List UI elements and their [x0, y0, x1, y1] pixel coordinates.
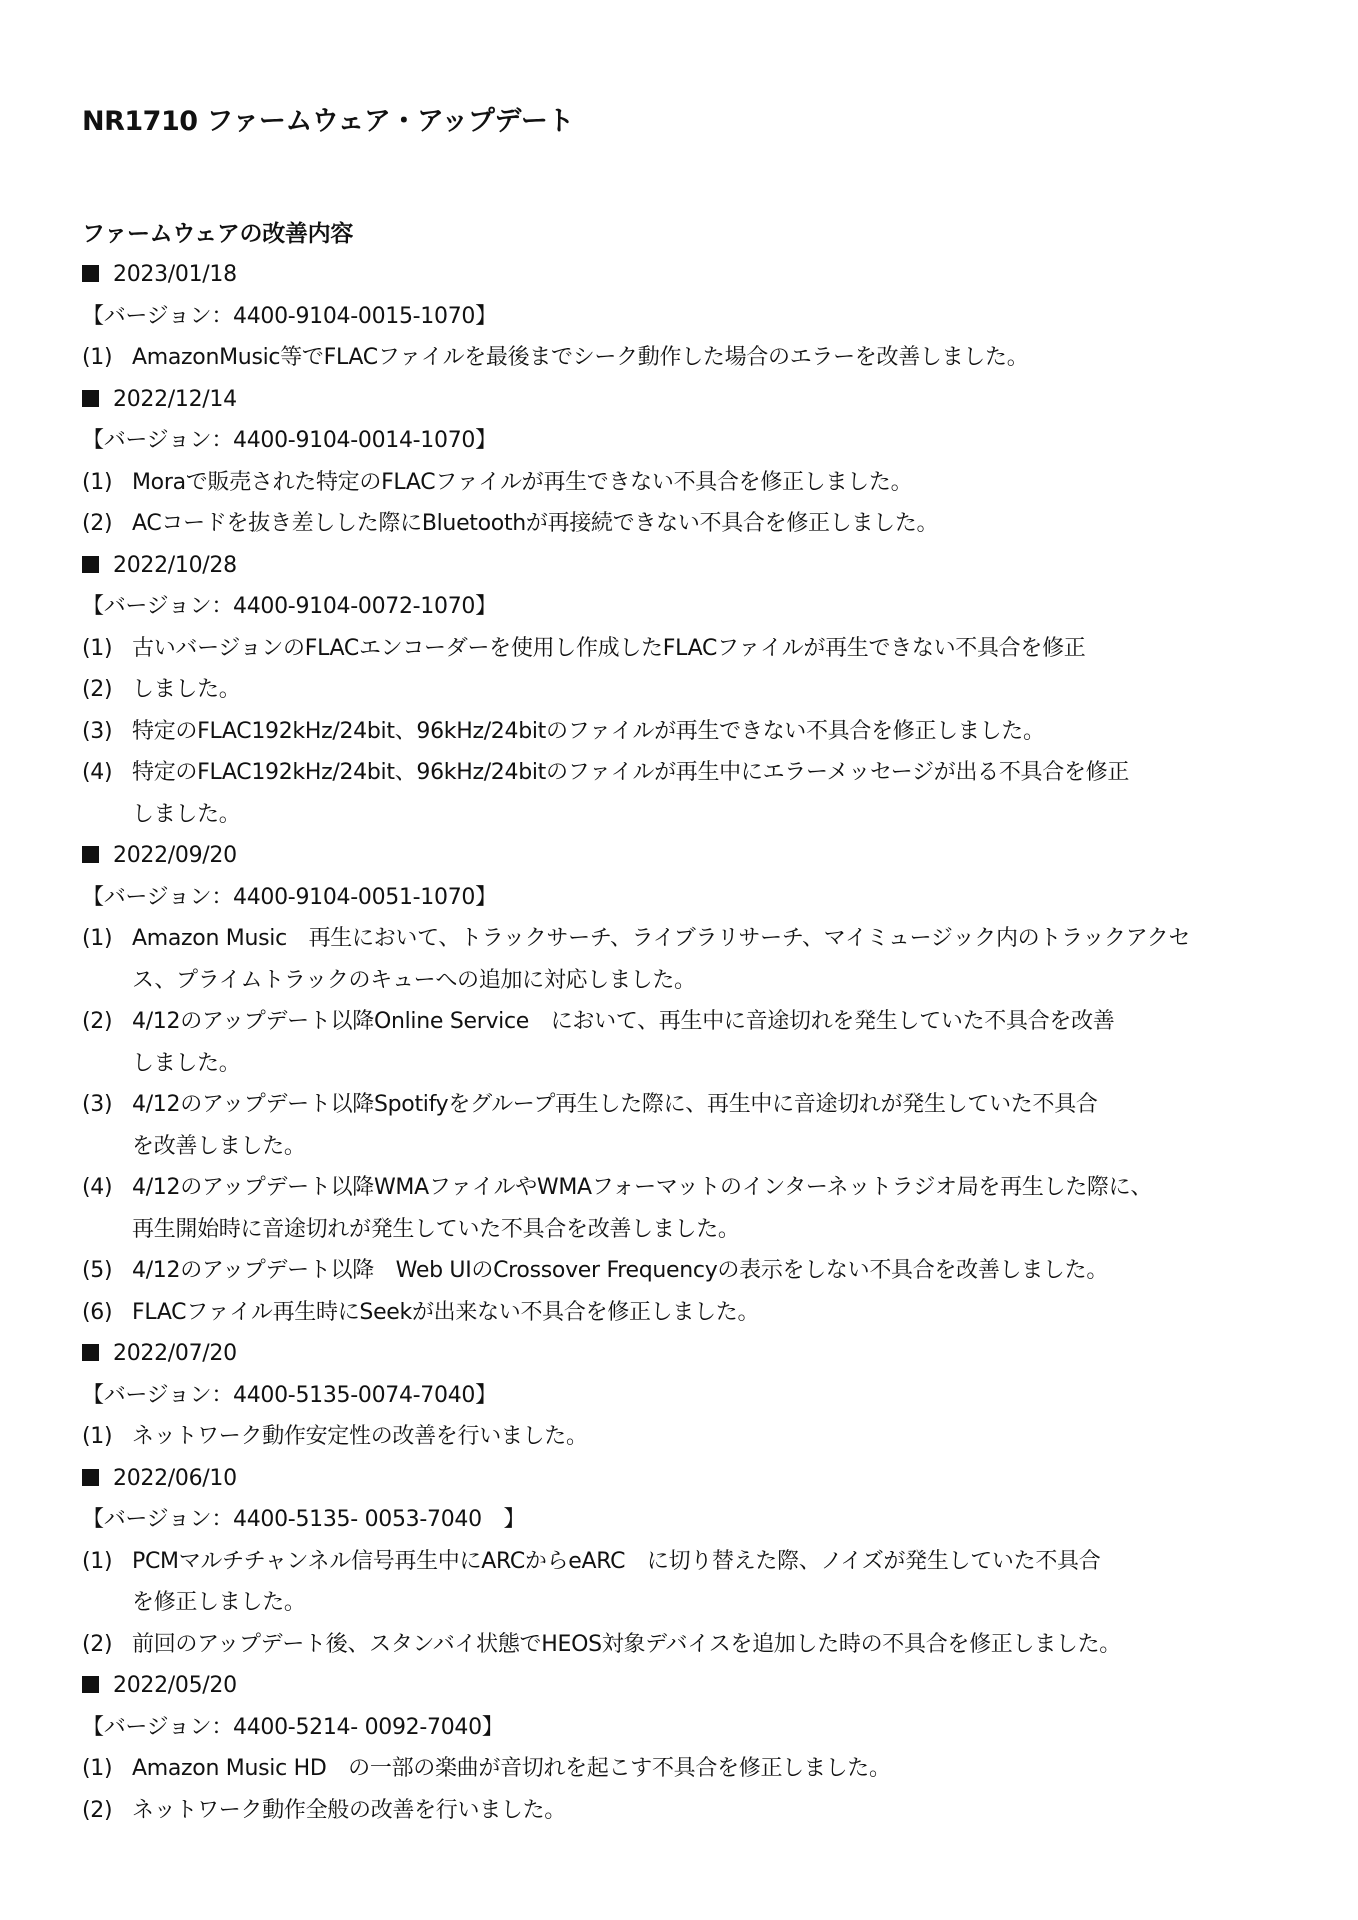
item-text-line: 4/12のアップデート以降Spotifyをグループ再生した際に、再生中に音途切れが発生していた不具合 — [132, 1092, 1098, 1117]
entry-date: 2022/10/28 — [113, 552, 237, 578]
item-text — [132, 752, 1292, 835]
document-title: NR1710 ファームウェア・アップデート — [82, 106, 574, 137]
item-text-line: 4/12のアップデート以降 Web UIのCrossover Frequencyの表示をしない不具合を改善しました。 — [132, 1258, 1109, 1283]
update-entry — [82, 835, 1292, 1333]
item-text-line: しました。 — [132, 1050, 241, 1076]
entry-date-line — [82, 1458, 1292, 1500]
item-text-line: Amazon Music 再生において、トラックサーチ、ライブラリサーチ、マイミュージック内のトラックアクセ — [132, 926, 1191, 951]
list-item — [82, 1748, 1292, 1790]
list-item — [82, 503, 1292, 545]
entry-date-line — [82, 1665, 1292, 1707]
item-text-line: PCMマルチチャンネル信号再生中にARCからeARC に切り替えた際、ノイズが発生していた不具合 — [132, 1548, 1101, 1574]
list-item — [82, 462, 1292, 504]
entry-date: 2022/12/14 — [113, 386, 237, 412]
item-number: (5) — [82, 1258, 113, 1283]
item-text — [132, 1541, 1292, 1624]
item-number: (2) — [82, 1631, 113, 1657]
item-number: (6) — [82, 1299, 113, 1325]
item-number: (1) — [82, 635, 113, 661]
list-item — [82, 337, 1292, 379]
item-text-line: しました。 — [132, 801, 241, 827]
entry-date-line — [82, 379, 1292, 421]
item-text-line: ACコードを抜き差しした際にBluetoothが再接続できない不具合を修正しました。 — [132, 511, 939, 536]
item-number: (1) — [82, 469, 113, 495]
item-number: (4) — [82, 760, 113, 785]
entry-version: 【バージョン：4400-9104-0051-1070】 — [82, 884, 497, 910]
list-item — [82, 628, 1292, 670]
list-item — [82, 1084, 1292, 1167]
item-text — [132, 1084, 1292, 1167]
item-text-line: を修正しました。 — [132, 1590, 306, 1615]
square-bullet-icon — [82, 390, 99, 407]
entry-date: 2022/05/20 — [113, 1673, 237, 1698]
list-item — [82, 1624, 1292, 1666]
item-number: (2) — [82, 1009, 113, 1034]
item-text-line: Moraで販売された特定のFLACファイルが再生できない不具合を修正しました。 — [132, 469, 913, 495]
item-text — [132, 1250, 1292, 1292]
item-text-line: 古いバージョンのFLACエンコーダーを使用し作成したFLACファイルが再生できない不具合を修正 — [132, 635, 1086, 661]
item-text-line: ネットワーク動作安定性の改善を行いました。 — [132, 1424, 588, 1449]
item-number: (1) — [82, 1756, 113, 1781]
entry-date: 2022/09/20 — [113, 843, 237, 868]
item-text-line: 特定のFLAC192kHz/24bit、96kHz/24bitのファイルが再生できない不具合を修正しました。 — [132, 718, 1045, 744]
item-text — [132, 628, 1292, 670]
item-text-line: ネットワーク動作全般の改善を行いました。 — [132, 1797, 567, 1823]
item-text — [132, 1001, 1292, 1084]
item-text-line: 特定のFLAC192kHz/24bit、96kHz/24bitのファイルが再生中にエラーメッセージが出る不具合を修正 — [132, 760, 1130, 785]
entry-date-line — [82, 545, 1292, 587]
item-text-line: Amazon Music HD の一部の楽曲が音切れを起こす不具合を修正しました。 — [132, 1756, 891, 1781]
item-text-line: 4/12のアップデート以降Online Service において、再生中に音途切れを発生していた不具合を改善 — [132, 1009, 1115, 1034]
list-item — [82, 1001, 1292, 1084]
item-text-line: AmazonMusic等でFLACファイルを最後までシーク動作した場合のエラーを改善しました。 — [132, 345, 1029, 370]
item-number: (3) — [82, 718, 113, 744]
item-text — [132, 1790, 1292, 1832]
list-item — [82, 918, 1292, 1001]
entry-date-line — [82, 835, 1292, 877]
entry-version: 【バージョン：4400-5135-0074-7040】 — [82, 1382, 497, 1408]
item-text — [132, 1167, 1292, 1250]
item-number: (1) — [82, 1548, 113, 1574]
entry-date: 2023/01/18 — [113, 262, 237, 287]
entry-version: 【バージョン：4400-9104-0015-1070】 — [82, 303, 497, 329]
square-bullet-icon — [82, 1469, 99, 1486]
item-number: (4) — [82, 1175, 113, 1200]
update-entry — [82, 1333, 1292, 1458]
entry-date: 2022/06/10 — [113, 1465, 237, 1491]
item-number: (1) — [82, 345, 113, 370]
item-text-line: 再生開始時に音途切れが発生していた不具合を改善しました。 — [132, 1216, 740, 1242]
item-number: (2) — [82, 511, 113, 536]
entry-version: 【バージョン：4400-9104-0072-1070】 — [82, 594, 497, 619]
list-item — [82, 1790, 1292, 1832]
item-text — [132, 1624, 1292, 1666]
document-page — [82, 100, 1292, 1831]
item-text — [132, 1292, 1292, 1334]
update-entry — [82, 1665, 1292, 1831]
square-bullet-icon — [82, 1344, 99, 1361]
item-text — [132, 1416, 1292, 1458]
entry-date-line — [82, 254, 1292, 296]
list-item — [82, 711, 1292, 753]
entry-date-line — [82, 1333, 1292, 1375]
item-number: (1) — [82, 926, 113, 951]
update-entries — [82, 254, 1292, 1831]
list-item — [82, 1541, 1292, 1624]
entry-version: 【バージョン：4400-9104-0014-1070】 — [82, 428, 497, 453]
update-entry — [82, 254, 1292, 379]
entry-date: 2022/07/20 — [113, 1341, 237, 1366]
item-text — [132, 503, 1292, 545]
square-bullet-icon — [82, 846, 99, 863]
item-text-line: ス、プライムトラックのキューへの追加に対応しました。 — [132, 967, 696, 993]
item-text-line: を改善しました。 — [132, 1133, 306, 1159]
item-text — [132, 1748, 1292, 1790]
item-text-line: FLACファイル再生時にSeekが出来ない不具合を修正しました。 — [132, 1299, 760, 1325]
item-number: (2) — [82, 677, 113, 702]
section-title: ファームウェアの改善内容 — [82, 221, 354, 247]
item-text — [132, 918, 1292, 1001]
item-text-line: しました。 — [132, 677, 241, 702]
update-entry — [82, 545, 1292, 836]
list-item — [82, 1167, 1292, 1250]
list-item — [82, 1250, 1292, 1292]
square-bullet-icon — [82, 265, 99, 282]
item-number: (2) — [82, 1797, 113, 1823]
list-item — [82, 669, 1292, 711]
item-text-line: 前回のアップデート後、スタンバイ状態でHEOS対象デバイスを追加した時の不具合を修正しました。 — [132, 1631, 1122, 1657]
item-text — [132, 337, 1292, 379]
item-text — [132, 669, 1292, 711]
square-bullet-icon — [82, 1676, 99, 1693]
update-entry — [82, 1458, 1292, 1666]
item-text — [132, 462, 1292, 504]
entry-version: 【バージョン：4400-5214- 0092-7040】 — [82, 1714, 504, 1740]
list-item — [82, 752, 1292, 835]
entry-version: 【バージョン：4400-5135- 0053-7040 】 — [82, 1507, 526, 1532]
square-bullet-icon — [82, 556, 99, 573]
item-number: (1) — [82, 1424, 113, 1449]
list-item — [82, 1416, 1292, 1458]
item-text-line: 4/12のアップデート以降WMAファイルやWMAフォーマットのインターネットラジオ局を再生した際に、 — [132, 1175, 1153, 1200]
update-entry — [82, 379, 1292, 545]
list-item — [82, 1292, 1292, 1334]
item-text — [132, 711, 1292, 753]
item-number: (3) — [82, 1092, 113, 1117]
